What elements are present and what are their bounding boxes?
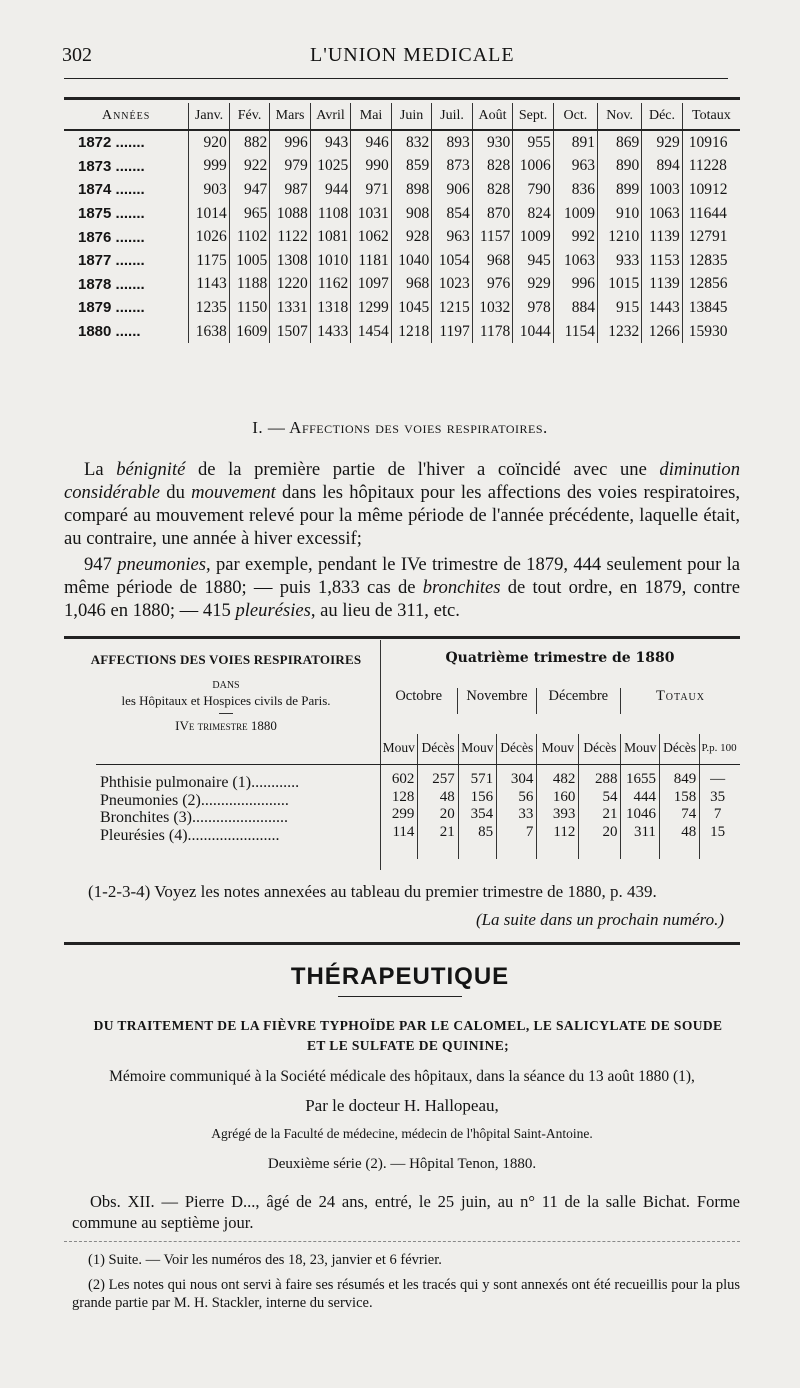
p2-italic-3: pleurésies xyxy=(235,600,311,621)
table-row xyxy=(64,249,740,273)
subheader: Mouv xyxy=(458,734,496,762)
table-row xyxy=(380,806,738,824)
value-cell: 943 xyxy=(310,130,351,155)
table2-caption-sub: les Hôpitaux et Hospices civils de Paris. xyxy=(121,693,331,708)
value-cell: 882 xyxy=(229,130,270,155)
subheader: Mouv xyxy=(621,734,659,762)
value-cell: 1232 xyxy=(598,320,642,344)
value-cell: 299 xyxy=(391,806,415,822)
value-cell: 1015 xyxy=(598,273,642,297)
value-cell: 48 xyxy=(659,823,699,841)
p1-italic-3: mouvement xyxy=(191,482,276,503)
value-cell: 85 xyxy=(458,823,496,841)
value-cell: 20 xyxy=(579,823,621,841)
section-break-rule xyxy=(64,942,740,945)
p2-text-4: , au lieu de 311, etc. xyxy=(310,600,460,621)
value-cell: 393 xyxy=(537,806,579,824)
header-rule xyxy=(64,78,728,79)
year-cell: 1872 ....... xyxy=(78,134,145,152)
value-cell: 1162 xyxy=(310,273,351,297)
table2-top-rule xyxy=(64,636,740,639)
suite-note: (La suite dans un prochain numéro.) xyxy=(475,910,724,929)
value-cell: 1178 xyxy=(472,320,513,344)
paragraph-2 xyxy=(64,553,740,622)
month-header: Octobre xyxy=(395,688,443,704)
spacer-row xyxy=(380,841,738,859)
value-cell: 828 xyxy=(472,178,513,202)
value-cell: 893 xyxy=(432,130,473,155)
value-cell: 922 xyxy=(229,155,270,179)
value-cell: 257 xyxy=(418,762,458,788)
value-cell: 1025 xyxy=(310,155,351,179)
value-cell: 1507 xyxy=(270,320,311,344)
value-cell: 571 xyxy=(458,762,496,788)
value-cell: 1443 xyxy=(642,296,683,320)
value-cell: 1139 xyxy=(642,273,683,297)
value-cell: 35 xyxy=(700,788,738,806)
value-cell: 48 xyxy=(418,788,458,806)
value-cell: 1153 xyxy=(642,249,683,273)
value-cell: 1181 xyxy=(351,249,392,273)
spacer-cell xyxy=(380,841,418,859)
table-row xyxy=(64,155,740,179)
value-cell: 915 xyxy=(598,296,642,320)
year-cell: 1880 ...... xyxy=(78,323,141,341)
p1-italic-2: diminution considérable xyxy=(64,459,740,503)
value-cell: 112 xyxy=(537,823,579,841)
value-cell: 1122 xyxy=(270,225,311,249)
p1-text-3: du xyxy=(160,482,192,503)
year-cell: 1873 ....... xyxy=(78,157,145,175)
heading-underline xyxy=(338,996,462,997)
spacer-cell xyxy=(700,841,738,859)
year-cell: 1877 ....... xyxy=(78,252,145,270)
value-cell: 869 xyxy=(598,130,642,155)
value-cell: 987 xyxy=(270,178,311,202)
value-cell: 910 xyxy=(598,202,642,226)
subheader: Mouv xyxy=(537,734,579,762)
value-cell: 971 xyxy=(351,178,392,202)
spacer-cell xyxy=(418,841,458,859)
value-cell: 158 xyxy=(659,788,699,806)
value-cell: 1318 xyxy=(310,296,351,320)
value-cell: 21 xyxy=(418,823,458,841)
value-cell: 1154 xyxy=(553,320,597,344)
total-cell: 13845 xyxy=(682,296,740,320)
col-header: Nov. xyxy=(598,103,642,130)
value-cell: 978 xyxy=(513,296,554,320)
table-row xyxy=(64,320,740,344)
footnote-1: (1) Suite. — Voir les numéros des 18, 23, janvier et 6 février. xyxy=(88,1252,442,1268)
row-label: Pleurésies (4)....................... xyxy=(100,826,280,844)
value-cell: 1433 xyxy=(310,320,351,344)
value-cell: 824 xyxy=(513,202,554,226)
value-cell: 930 xyxy=(472,130,513,155)
value-cell: 968 xyxy=(472,249,513,273)
quarter-table-body xyxy=(380,762,738,859)
value-cell: 1023 xyxy=(432,273,473,297)
value-cell: 1210 xyxy=(598,225,642,249)
value-cell: 899 xyxy=(598,178,642,202)
value-cell: 1046 xyxy=(621,806,659,824)
section-title: I. — Affections des voies respiratoires. xyxy=(252,418,548,437)
paragraph-1 xyxy=(64,458,740,550)
month-header: Totaux xyxy=(620,688,740,714)
p2-text-3: de tout ordre, en 1879, contre 1,046 en 1880; — 415 xyxy=(64,577,740,621)
value-cell: 891 xyxy=(553,130,597,155)
table-row xyxy=(64,225,740,249)
monthly-table-body xyxy=(64,130,740,343)
value-cell: 947 xyxy=(229,178,270,202)
value-cell: 870 xyxy=(472,202,513,226)
total-cell: 11644 xyxy=(682,202,740,226)
value-cell: 1266 xyxy=(642,320,683,344)
table-row xyxy=(380,762,738,788)
value-cell: 884 xyxy=(553,296,597,320)
value-cell: 21 xyxy=(579,806,621,824)
value-cell: 828 xyxy=(472,155,513,179)
year-cell: 1878 ....... xyxy=(78,275,145,293)
value-cell: 955 xyxy=(513,130,554,155)
month-header: Novembre xyxy=(457,688,535,714)
value-cell: 1150 xyxy=(229,296,270,320)
value-cell: 906 xyxy=(432,178,473,202)
value-cell: 1062 xyxy=(351,225,392,249)
value-cell: 1139 xyxy=(642,225,683,249)
col-header: Oct. xyxy=(553,103,597,130)
value-cell: 928 xyxy=(391,225,432,249)
running-header xyxy=(0,44,800,74)
affiliation-line: Agrégé de la Faculté de médecine, médecin de l'hôpital Saint-Antoine. xyxy=(211,1126,593,1141)
value-cell: 54 xyxy=(579,788,621,806)
value-cell: 1235 xyxy=(189,296,230,320)
col-header: Déc. xyxy=(642,103,683,130)
value-cell: 1299 xyxy=(351,296,392,320)
spacer-cell xyxy=(579,841,621,859)
table1-top-rule xyxy=(64,97,740,100)
journal-title: L'UNION MEDICALE xyxy=(310,44,515,66)
total-cell: 12791 xyxy=(682,225,740,249)
value-cell: 968 xyxy=(391,273,432,297)
month-header: Décembre xyxy=(536,688,620,714)
value-cell: 1044 xyxy=(513,320,554,344)
subheader: Décès xyxy=(497,734,537,762)
p2-italic-1: pneumonies xyxy=(117,554,207,575)
value-cell: 160 xyxy=(537,788,579,806)
subheader: Décès xyxy=(418,734,458,762)
p2-text-2: , par exemple, pendant le IVe trimestre de 1879, 444 seulement pour la même période de 1880; — puis 1,833 cas de xyxy=(64,554,740,598)
value-cell: 1040 xyxy=(391,249,432,273)
row-label: Bronchites (3)........................ xyxy=(100,809,288,826)
value-cell: 990 xyxy=(351,155,392,179)
spacer-cell xyxy=(537,841,579,859)
memoire-line: Mémoire communiqué à la Société médicale des hôpitaux, dans la séance du 13 août 1880 (1), xyxy=(109,1068,695,1085)
value-cell: 1032 xyxy=(472,296,513,320)
value-cell: 1045 xyxy=(391,296,432,320)
value-cell: 1215 xyxy=(432,296,473,320)
value-cell: 444 xyxy=(621,788,659,806)
series-line: Deuxième série (2). — Hôpital Tenon, 1880. xyxy=(267,1156,537,1172)
value-cell: 311 xyxy=(621,823,659,841)
col-header: Sept. xyxy=(513,103,554,130)
notes-line: (1-2-3-4) Voyez les notes annexées au tableau du premier trimestre de 1880, p. 439. xyxy=(88,882,657,901)
table-row xyxy=(64,296,740,320)
spacer-cell xyxy=(659,841,699,859)
value-cell: 1014 xyxy=(189,202,230,226)
value-cell: 1655 xyxy=(621,762,659,788)
value-cell: 992 xyxy=(553,225,597,249)
col-header: Janv. xyxy=(189,103,230,130)
caption-dash xyxy=(219,713,233,714)
p1-text-4: dans les hôpitaux pour les affections des voies respiratoires, comparé au mouvement relevé pour la même période de l'année précédente, laquelle était, au contraire, une année à hiver excessif; xyxy=(64,482,741,549)
value-cell: 114 xyxy=(392,823,415,840)
value-cell: 903 xyxy=(189,178,230,202)
total-cell: 12835 xyxy=(682,249,740,273)
spacer-cell xyxy=(497,841,537,859)
subheader: Décès xyxy=(579,734,621,762)
value-cell: 979 xyxy=(270,155,311,179)
monthly-table xyxy=(64,103,740,343)
value-cell: 304 xyxy=(497,762,537,788)
subheader: P.p. 100 xyxy=(700,734,738,762)
footnote-2: (2) Les notes qui nous ont servi à faire ses résumés et les tracés qui y sont annexés ont été recueillis pour la plus grande partie par M. H. Stackler, interne du service. xyxy=(72,1277,740,1311)
value-cell: 1188 xyxy=(229,273,270,297)
value-cell: 1031 xyxy=(351,202,392,226)
value-cell: 929 xyxy=(513,273,554,297)
value-cell: 1143 xyxy=(189,273,230,297)
col-header: Juil. xyxy=(432,103,473,130)
value-cell: 898 xyxy=(391,178,432,202)
value-cell: 999 xyxy=(189,155,230,179)
therapeutique-heading: THÉRAPEUTIQUE xyxy=(290,963,510,990)
col-header: Années xyxy=(101,108,151,123)
value-cell: 1054 xyxy=(432,249,473,273)
value-cell: 873 xyxy=(432,155,473,179)
month-headers xyxy=(380,688,740,714)
value-cell: 832 xyxy=(391,130,432,155)
value-cell: 128 xyxy=(391,788,415,805)
value-cell: 965 xyxy=(229,202,270,226)
value-cell: 790 xyxy=(513,178,554,202)
value-cell: 56 xyxy=(497,788,537,806)
value-cell: 933 xyxy=(598,249,642,273)
col-header: Avril xyxy=(310,103,351,130)
value-cell: 1331 xyxy=(270,296,311,320)
value-cell: 482 xyxy=(537,762,579,788)
observation-paragraph: Obs. XII. — Pierre D..., âgé de 24 ans, entré, le 25 juin, au n° 11 de la salle Bichat. Forme commune au septième jour. xyxy=(72,1192,740,1232)
value-cell: 1197 xyxy=(432,320,473,344)
p2-text-1: 947 xyxy=(84,554,118,575)
value-cell: 1157 xyxy=(472,225,513,249)
col-header: Août xyxy=(472,103,513,130)
value-cell: 944 xyxy=(310,178,351,202)
value-cell: 920 xyxy=(189,130,230,155)
table-row xyxy=(380,788,738,806)
value-cell: 1026 xyxy=(189,225,230,249)
quarter-banner: Quatrième trimestre de 1880 xyxy=(445,650,675,666)
spacer-cell xyxy=(458,841,496,859)
value-cell: 1009 xyxy=(553,202,597,226)
value-cell: 7 xyxy=(497,823,537,841)
col-header: Mars xyxy=(270,103,311,130)
value-cell: 1006 xyxy=(513,155,554,179)
total-cell: 10912 xyxy=(682,178,740,202)
quarter-row-labels xyxy=(100,774,380,844)
p1-text-2: de la première partie de l'hiver a coïncidé avec une xyxy=(185,459,660,480)
value-cell: 996 xyxy=(270,130,311,155)
value-cell: 156 xyxy=(458,788,496,806)
value-cell: 854 xyxy=(432,202,473,226)
col-header: Mai xyxy=(351,103,392,130)
subheader: Mouv xyxy=(382,740,415,755)
value-cell: 15 xyxy=(700,823,738,841)
value-cell: 859 xyxy=(391,155,432,179)
total-cell: 11228 xyxy=(682,155,740,179)
year-cell: 1875 ....... xyxy=(78,205,145,223)
value-cell: 1175 xyxy=(189,249,230,273)
value-cell: 1063 xyxy=(553,249,597,273)
p2-italic-2: bronchites xyxy=(422,577,501,598)
year-cell: 1876 ....... xyxy=(78,228,145,246)
row-label: Pneumonies (2)...................... xyxy=(100,791,289,809)
table-row xyxy=(64,130,740,155)
value-cell: 33 xyxy=(497,806,537,824)
value-cell: 1308 xyxy=(270,249,311,273)
table-row xyxy=(64,273,740,297)
value-cell: 963 xyxy=(553,155,597,179)
value-cell: 836 xyxy=(553,178,597,202)
table2-caption xyxy=(74,652,378,734)
value-cell: 1108 xyxy=(310,202,351,226)
value-cell: 1218 xyxy=(391,320,432,344)
value-cell: 908 xyxy=(391,202,432,226)
value-cell: 929 xyxy=(642,130,683,155)
value-cell: 1609 xyxy=(229,320,270,344)
value-cell: 1220 xyxy=(270,273,311,297)
value-cell: 7 xyxy=(700,806,738,824)
value-cell: 1009 xyxy=(513,225,554,249)
year-cell: 1874 ....... xyxy=(78,181,145,199)
value-cell: 1063 xyxy=(642,202,683,226)
subheader: Décès xyxy=(659,734,699,762)
table-row xyxy=(64,178,740,202)
table-row xyxy=(380,823,738,841)
quarter-subheaders xyxy=(380,734,738,762)
value-cell: 288 xyxy=(579,762,621,788)
table2-caption-title: AFFECTIONS DES VOIES RESPIRATOIRES xyxy=(90,652,362,667)
row-label: Phthisie pulmonaire (1)............ xyxy=(100,774,300,791)
table2-caption-dans: DANS xyxy=(212,680,240,691)
col-header: Totaux xyxy=(682,103,740,130)
p1-italic-1: bénignité xyxy=(116,459,186,480)
spacer-cell xyxy=(621,841,659,859)
value-cell: 1454 xyxy=(351,320,392,344)
value-cell: 1010 xyxy=(310,249,351,273)
table2-caption-trimester: IVe trimestre 1880 xyxy=(175,718,277,733)
value-cell: 1097 xyxy=(351,273,392,297)
value-cell: 1088 xyxy=(270,202,311,226)
p1-text-1: La xyxy=(84,459,117,480)
value-cell: 1638 xyxy=(189,320,230,344)
year-cell: 1879 ....... xyxy=(78,299,145,317)
value-cell: 976 xyxy=(472,273,513,297)
page-number: 302 xyxy=(62,44,92,66)
article-title: DU TRAITEMENT DE LA FIÈVRE TYPHOÏDE PAR LE CALOMEL, LE SALICYLATE DE SOUDE ET LE SULFATE DE QUININE; xyxy=(93,1018,723,1053)
monthly-table-header xyxy=(64,103,740,130)
col-header: Juin xyxy=(391,103,432,130)
table-row xyxy=(64,202,740,226)
col-header: Fév. xyxy=(229,103,270,130)
value-cell: 20 xyxy=(418,806,458,824)
value-cell: — xyxy=(700,762,738,788)
value-cell: 1005 xyxy=(229,249,270,273)
value-cell: 996 xyxy=(553,273,597,297)
value-cell: 894 xyxy=(642,155,683,179)
footnote-rule xyxy=(64,1241,740,1242)
value-cell: 74 xyxy=(659,806,699,824)
total-cell: 10916 xyxy=(682,130,740,155)
total-cell: 15930 xyxy=(682,320,740,344)
quarter-table xyxy=(380,734,738,859)
value-cell: 849 xyxy=(659,762,699,788)
table2-header-rule xyxy=(96,764,740,765)
value-cell: 945 xyxy=(513,249,554,273)
value-cell: 1003 xyxy=(642,178,683,202)
value-cell: 890 xyxy=(598,155,642,179)
author-line: Par le docteur H. Hallopeau, xyxy=(305,1096,499,1115)
table2-banner-area xyxy=(380,650,740,704)
value-cell: 1081 xyxy=(310,225,351,249)
value-cell: 354 xyxy=(458,806,496,824)
value-cell: 1102 xyxy=(229,225,270,249)
total-cell: 12856 xyxy=(682,273,740,297)
value-cell: 963 xyxy=(432,225,473,249)
value-cell: 602 xyxy=(391,771,415,787)
value-cell: 946 xyxy=(351,130,392,155)
